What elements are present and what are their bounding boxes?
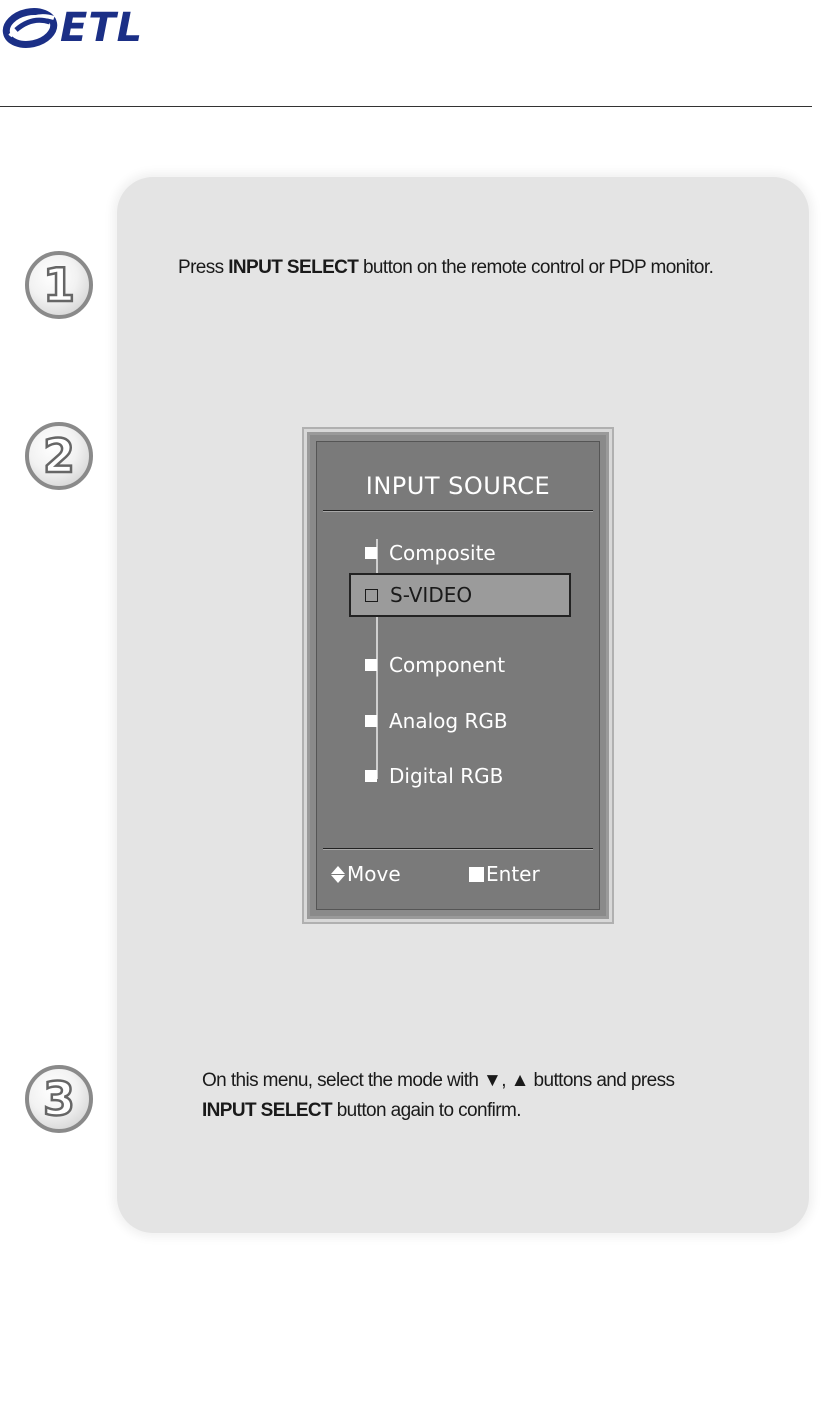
bullet-square-icon (365, 659, 377, 671)
footer-enter-hint (469, 862, 540, 886)
enter-square-icon (469, 867, 484, 882)
bullet-square-icon (365, 770, 377, 782)
etl-swoosh-icon (2, 6, 58, 50)
step-2-badge (25, 422, 93, 490)
menu-item-analog-rgb[interactable] (365, 705, 508, 737)
menu-inner (316, 441, 600, 910)
logo-text: ETL (60, 5, 144, 51)
step-2-number: 2 (42, 429, 75, 483)
step-1-text-post: button on the remote control or PDP monitor. (358, 257, 714, 278)
footer-move-label: Move (347, 862, 401, 886)
step-1-badge (25, 251, 93, 319)
step-3-text-bold: INPUT SELECT (202, 1100, 333, 1121)
menu-item-digital-rgb[interactable] (365, 760, 503, 792)
menu-item-component[interactable] (365, 649, 505, 681)
footer-move-hint (331, 862, 401, 886)
hollow-square-icon (365, 589, 378, 602)
menu-divider-bottom (323, 848, 593, 849)
up-down-arrows-icon (331, 866, 345, 883)
down-arrow-icon: ▼ (483, 1070, 502, 1091)
input-source-menu (302, 427, 614, 924)
header-rule (0, 106, 812, 107)
menu-item-label: Composite (389, 541, 496, 565)
step-1-instruction (178, 253, 713, 283)
step-1-text-bold: INPUT SELECT (228, 257, 359, 278)
step-3-comma: , (501, 1070, 511, 1091)
step-3-text-pre: On this menu, select the mode with (202, 1070, 484, 1091)
up-arrow-icon: ▲ (510, 1070, 529, 1091)
step-3-number: 3 (42, 1072, 75, 1126)
bullet-square-icon (365, 715, 377, 727)
menu-item-label: Digital RGB (389, 764, 504, 788)
menu-item-composite[interactable] (365, 537, 496, 569)
menu-title: INPUT SOURCE (365, 472, 551, 500)
menu-item-s-video[interactable] (349, 573, 571, 617)
footer-enter-label: Enter (486, 862, 540, 886)
step-1-text-pre: Press (178, 257, 229, 278)
menu-item-label: S-VIDEO (390, 583, 473, 607)
menu-divider-top (323, 510, 593, 511)
etl-logo (2, 4, 143, 52)
menu-item-label: Analog RGB (389, 709, 508, 733)
step-3-text-post: buttons and press (528, 1070, 675, 1091)
step-3-badge (25, 1065, 93, 1133)
menu-item-label: Component (389, 653, 506, 677)
bullet-square-icon (365, 547, 377, 559)
step-3-instruction (202, 1066, 674, 1126)
step-1-number: 1 (42, 258, 75, 312)
step-3-text-end: button again to confirm. (332, 1100, 521, 1121)
